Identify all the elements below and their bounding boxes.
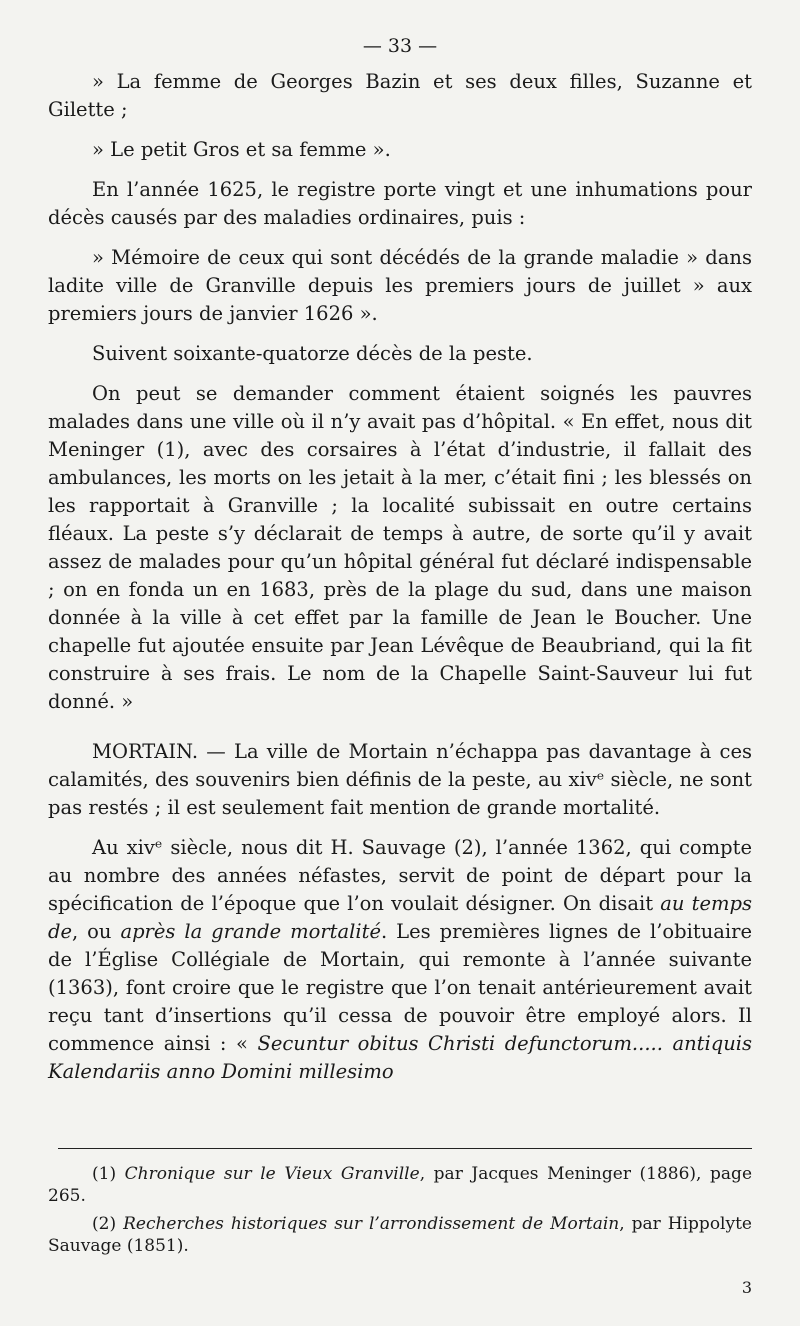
paragraph: » Le petit Gros et sa femme ». — [92, 138, 391, 161]
book-page — [48, 0, 752, 1326]
footnote-title: Recherches historiques sur l’arrondissement de Mortain — [123, 1214, 620, 1234]
footnote-2 — [48, 1213, 752, 1257]
block-quote: » Mémoire de ceux qui sont décédés de la grande maladie » dans ladite ville de Granville depuis les premiers jours de juillet » aux premiers jours de janvier 1626 ». — [48, 246, 752, 325]
paragraph — [48, 834, 752, 1086]
footnote-number: (2) — [92, 1214, 124, 1234]
paragraph: On peut se demander comment étaient soignés les pauvres malades dans une ville où il n’y avait pas d’hôpital. « En effet, nous dit Meninger (1), avec des corsaires à l’état d’industrie, il fallait des ambulances, les morts on les jetait à la mer, c’était fini ; les blessés on les rapportait à Granville ; la localité subissait en outre certains fléaux. La peste s’y déclarait de temps à autre, de sorte qu’il y avait assez de malades pour qu’un hôpital général fut déclaré indispensable ; on en fonda un en 1683, près de la plage du sud, dans une maison donnée à la ville à cet effet par la famille de Jean le Boucher. Une chapelle fut ajoutée ensuite par Jean Lévêque de Beaubriand, qui la fit construire à ses frais. Le nom de la Chapelle Saint-Sauveur lui fut donné. » — [48, 382, 752, 713]
italic-run: Secuntur obitus Christi defunctorum..... antiquis Kalendariis anno Domini millesimo — [48, 1032, 752, 1083]
paragraph-mortain: MORTAIN. — La ville de Mortain n’échappa pas davantage à ces calamités, des souvenirs bien définis de la peste, au xivᵉ siècle, ne sont pas restés ; il est seulement fait mention de grande mortalité. — [48, 740, 752, 819]
text-run: Au xivᵉ siècle, nous dit H. Sauvage (2), l’année 1362, qui compte au nombre des années néfastes, servit de point de départ pour la spécification de l’époque que l’on voulait désigner. On disait — [48, 836, 752, 915]
footnote-text: , par Hippolyte Sauvage (1851). — [48, 1214, 752, 1256]
main-text — [48, 68, 752, 1086]
text-run: , ou — [72, 920, 121, 943]
signature-mark: 3 — [741, 1278, 752, 1297]
paragraph: Suivent soixante-quatorze décès de la peste. — [92, 342, 533, 365]
italic-run: après la grande mortalité — [120, 920, 381, 943]
paragraph: En l’année 1625, le registre porte vingt et une inhumations pour décès causés par des maladies ordinaires, puis : — [48, 178, 752, 229]
paragraph: » La femme de Georges Bazin et ses deux filles, Suzanne et Gilette ; — [48, 70, 752, 121]
footnote-text: , par Jacques Meninger (1886), page 265. — [48, 1164, 753, 1206]
footnote-1 — [48, 1163, 752, 1207]
text-run: . Les premières lignes de l’obituaire de l’Église Collégiale de Mortain, qui remonte à l’année suivante (1363), font croire que le registre que l’on tenait antérieurement avait reçu tant d’insertions qu’il cessa de pouvoir être employé alors. Il commence ainsi : « — [48, 920, 753, 1055]
page-number: — 33 — — [362, 35, 438, 57]
footnote-title: Chronique sur le Vieux Granville — [124, 1164, 420, 1184]
footnote-number: (1) — [92, 1164, 125, 1184]
footnotes — [48, 1163, 752, 1263]
italic-run: au temps de — [48, 892, 752, 943]
footnote-divider — [58, 1148, 752, 1149]
